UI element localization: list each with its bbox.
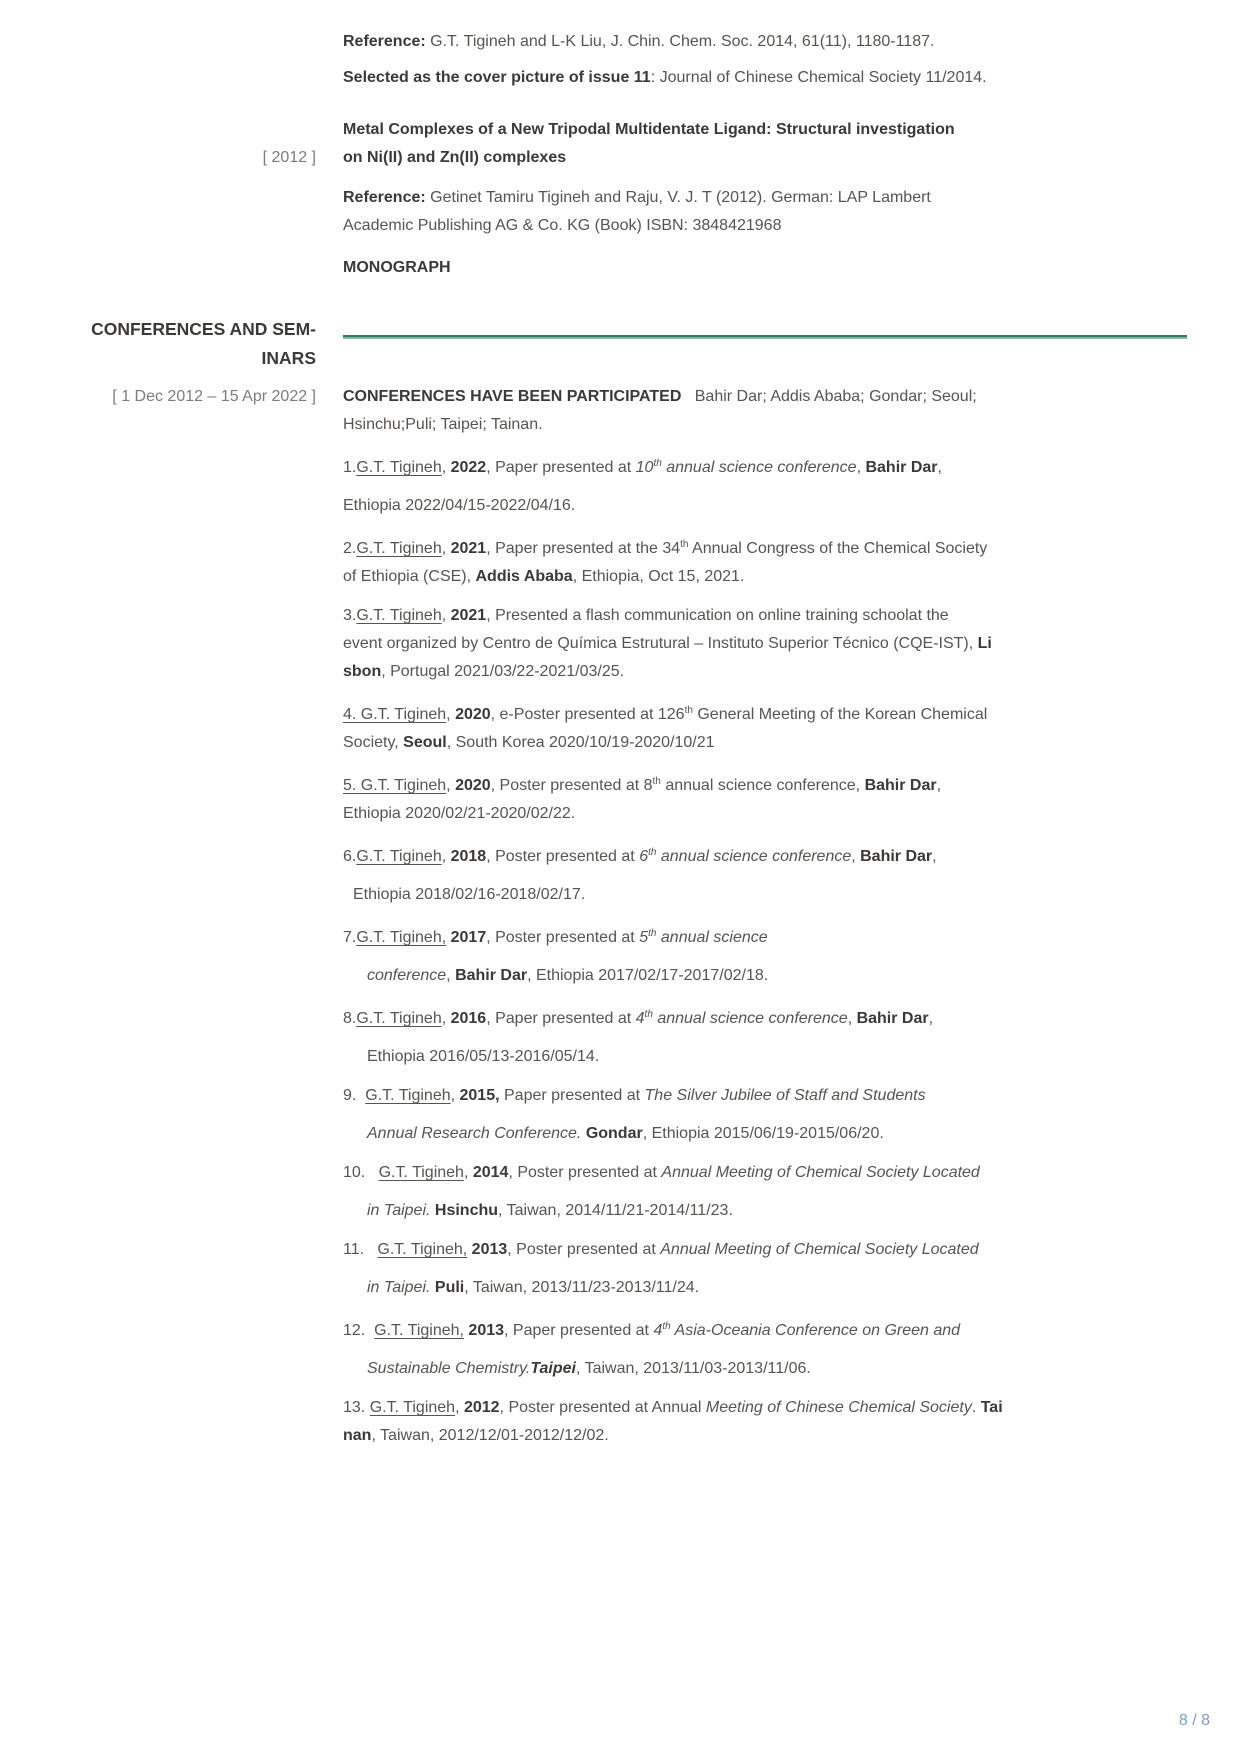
text-segment: , Ethiopia 2015/06/19-2015/06/20. — [642, 1125, 884, 1142]
conference-item — [343, 1236, 1187, 1302]
publication-row-body — [316, 116, 1240, 172]
conference-intro-line — [343, 383, 1187, 411]
conference-item-line — [343, 697, 1187, 729]
conference-item — [343, 1313, 1187, 1383]
text-segment: , Poster presented at — [486, 848, 640, 865]
conference-item-line — [343, 1236, 1187, 1264]
text-segment: 2014 — [472, 1164, 509, 1181]
text-segment: Bahir Dar — [865, 459, 938, 476]
text-segment: annual science conference, — [660, 777, 865, 794]
text-segment: 9. — [343, 1087, 366, 1104]
text-segment: on Ni(II) and Zn(II) complexes — [343, 149, 567, 166]
text-segment: 2022 — [450, 459, 487, 476]
conference-item-line — [343, 658, 1187, 686]
text-segment: 2017 — [450, 929, 487, 946]
text-segment: , Paper presented at — [486, 459, 636, 476]
text-segment: Hsinchu;Puli; Taipei; Tainan. — [343, 416, 543, 433]
text-segment: , Poster presented at — [507, 1241, 661, 1258]
publication-row-body — [316, 254, 1240, 282]
text-segment: Academic Publishing AG & Co. KG (Book) ISBN: 3848421968 — [343, 217, 782, 234]
text-segment: MONOGRAPH — [343, 259, 451, 276]
text-segment: in Taipei. — [367, 1202, 431, 1219]
text-segment: Paper presented at — [499, 1087, 645, 1104]
conference-item — [343, 450, 1187, 520]
text-segment: , — [455, 1399, 464, 1416]
text-segment: Society, — [343, 734, 404, 751]
text-segment: Metal Complexes of a New Tripodal Multidentate Ligand: Structural investigation — [343, 121, 955, 138]
text-segment: 5 — [639, 929, 649, 946]
text-segment: , South Korea 2020/10/19-2020/10/21 — [446, 734, 715, 751]
text-segment: Annual Research Conference. — [367, 1125, 582, 1142]
text-segment: annual science conference — [652, 1010, 848, 1027]
text-segment: CONFERENCES HAVE BEEN PARTICIPATED — [343, 388, 682, 405]
text-segment: G.T. Tigineh — [369, 1399, 456, 1416]
section-title — [0, 315, 316, 373]
text-segment: , — [851, 848, 861, 865]
conference-item-line — [343, 1313, 1187, 1345]
conference-item — [343, 531, 1187, 591]
text-segment: Bahir Dar — [860, 848, 933, 865]
text-segment: 3. — [343, 607, 357, 624]
text-segment: . — [971, 1399, 981, 1416]
text-segment: 1. — [343, 459, 357, 476]
text-segment: 5. G.T. Tigineh — [343, 777, 447, 794]
conference-item — [343, 602, 1187, 686]
conference-item — [343, 768, 1187, 828]
text-segment: , — [936, 777, 942, 794]
conference-item-line — [367, 1120, 1187, 1148]
text-segment: Meeting of Chinese Chemical Society — [705, 1399, 972, 1416]
conference-intro-block — [343, 383, 1187, 439]
text-segment: 12. — [343, 1322, 375, 1339]
publication-row — [0, 116, 1240, 172]
text-segment: : Journal of Chinese Chemical Society 11/2014. — [650, 69, 987, 86]
text-segment: Bahir Dar — [856, 1010, 929, 1027]
text-segment: Hsinchu — [434, 1202, 499, 1219]
text-segment: 8. — [343, 1010, 357, 1027]
text-segment: , Ethiopia, Oct 15, 2021. — [572, 568, 745, 585]
text-segment: 2018 — [450, 848, 487, 865]
text-segment: Reference: — [343, 189, 431, 206]
text-segment: , e-Poster presented at 126 — [490, 706, 685, 723]
text-segment: The Silver Jubilee of Staff and Students — [644, 1087, 926, 1104]
text-segment: , — [463, 1164, 473, 1181]
conference-intro-line — [343, 411, 1187, 439]
publication-line — [343, 64, 1187, 92]
publication-row-body — [316, 184, 1240, 240]
text-segment: , Taiwan, 2013/11/23-2013/11/24. — [464, 1279, 700, 1296]
text-segment: 4 — [653, 1322, 663, 1339]
text-segment: 2020 — [455, 706, 491, 723]
conference-item-line — [343, 1422, 1187, 1450]
text-segment: , — [441, 1010, 451, 1027]
text-segment: th — [662, 1321, 671, 1332]
text-segment: 2015, — [459, 1087, 500, 1104]
conferences-body — [316, 315, 1240, 1450]
text-segment: Puli — [434, 1279, 465, 1296]
conference-item — [343, 1159, 1187, 1225]
text-segment: G.T. Tigineh — [356, 607, 442, 624]
publication-line — [343, 184, 1187, 212]
text-segment: , Paper presented at — [486, 1010, 636, 1027]
text-segment: , — [446, 706, 456, 723]
text-segment: 10. — [343, 1164, 379, 1181]
text-segment: in Taipei. — [367, 1279, 431, 1296]
text-segment: Taipei — [530, 1360, 576, 1377]
publications-section — [0, 28, 1240, 282]
text-segment: , — [856, 459, 866, 476]
publication-line — [343, 254, 1187, 282]
text-segment: G.T. Tigineh, — [377, 1241, 468, 1258]
text-segment: th — [652, 776, 661, 787]
text-segment: 10 — [635, 459, 654, 476]
page-number: 8 / 8 — [1178, 1712, 1210, 1729]
conference-item-line — [367, 1355, 1187, 1383]
conference-item-line — [367, 1274, 1187, 1302]
text-segment: 7. — [343, 929, 357, 946]
text-segment: Seoul — [403, 734, 447, 751]
conference-item-line — [343, 1082, 1187, 1110]
text-segment: , Paper presented at — [504, 1322, 654, 1339]
text-segment: , Poster presented at 8 — [490, 777, 653, 794]
text-segment: G.T. Tigineh and L-K Liu, J. Chin. Chem. Soc. 2014, 61(11), 1180-1187. — [430, 33, 935, 50]
text-segment: , — [446, 967, 456, 984]
conferences-section — [0, 315, 1240, 1450]
conference-item-line — [343, 839, 1187, 871]
text-segment: th — [653, 458, 662, 469]
text-segment: Reference: — [343, 33, 431, 50]
text-segment: th — [648, 847, 657, 858]
text-segment: G.T. Tigineh, — [356, 929, 447, 946]
section-divider — [343, 335, 1187, 339]
text-segment: 6 — [639, 848, 649, 865]
conference-item-line — [343, 1394, 1187, 1422]
text-segment: G.T. Tigineh, — [374, 1322, 464, 1339]
text-segment: nan — [343, 1427, 372, 1444]
text-segment: 2020 — [455, 777, 491, 794]
text-segment: conference — [367, 967, 447, 984]
text-segment: G.T. Tigineh — [356, 459, 442, 476]
text-segment: , Taiwan, 2012/12/01-2012/12/02. — [371, 1427, 609, 1444]
text-segment: Ethiopia 2022/04/15-2022/04/16. — [343, 497, 576, 514]
entry-year-label: [ 2012 ] — [262, 149, 316, 166]
text-segment: , Taiwan, 2014/11/21-2014/11/23. — [498, 1202, 733, 1219]
text-segment: Annual Congress of the Chemical Society — [688, 540, 988, 557]
text-segment: , — [441, 607, 451, 624]
publication-line — [343, 144, 1187, 172]
text-segment: Sustainable Chemistry. — [367, 1360, 531, 1377]
text-segment: annual science conference — [661, 459, 857, 476]
conference-item — [343, 1001, 1187, 1071]
publication-line — [343, 116, 1187, 144]
conference-item-line — [343, 800, 1187, 828]
text-segment: Asia-Oceania Conference on Green and — [670, 1322, 961, 1339]
text-segment: sbon — [343, 663, 382, 680]
conference-item-line — [343, 768, 1187, 800]
text-segment: Bahir Dar — [864, 777, 937, 794]
text-segment: , — [446, 777, 456, 794]
conference-item — [343, 920, 1187, 990]
section-title-line-1: CONFERENCES AND SEM- — [91, 319, 316, 339]
text-segment: , Poster presented at Annual — [499, 1399, 706, 1416]
text-segment: Bahir Dar; Addis Ababa; Gondar; Seoul; — [681, 388, 977, 405]
text-segment: , — [441, 848, 451, 865]
text-segment: Ethiopia 2018/02/16-2018/02/17. — [353, 886, 586, 903]
publication-row-sidebar — [0, 116, 316, 172]
publication-row-body — [316, 28, 1240, 56]
text-segment: , — [928, 1010, 934, 1027]
text-segment: General Meeting of the Korean Chemical — [692, 706, 988, 723]
text-segment: Ethiopia 2020/02/21-2020/02/22. — [343, 805, 576, 822]
text-segment: G.T. Tigineh — [356, 848, 442, 865]
text-segment: G.T. Tigineh — [356, 1010, 442, 1027]
text-segment: event organized by Centro de Química Estrutural – Instituto Superior Técnico (CQE-IST), — [343, 635, 978, 652]
text-segment: , Taiwan, 2013/11/03-2013/11/06. — [575, 1360, 811, 1377]
text-segment: , — [932, 848, 937, 865]
text-segment: th — [644, 1009, 653, 1020]
text-segment: 2021 — [450, 607, 487, 624]
text-segment: , — [937, 459, 942, 476]
text-segment: Li — [977, 635, 992, 652]
text-segment: 4 — [635, 1010, 645, 1027]
section-title-line-2: INARS — [261, 348, 316, 368]
text-segment: 6. — [343, 848, 357, 865]
conference-item — [343, 839, 1187, 909]
text-segment: 2012 — [463, 1399, 500, 1416]
text-segment: annual science — [656, 929, 768, 946]
text-segment: th — [648, 928, 657, 939]
section-date-range: [ 1 Dec 2012 – 15 Apr 2022 ] — [112, 388, 316, 405]
text-segment: 2013 — [471, 1241, 508, 1258]
text-segment: Tai — [980, 1399, 1003, 1416]
text-segment: Gondar — [585, 1125, 643, 1142]
conference-item-line — [353, 881, 1187, 909]
conference-item — [343, 1394, 1187, 1450]
text-segment: th — [680, 539, 689, 550]
text-segment: 2016 — [450, 1010, 487, 1027]
publication-row — [0, 254, 1240, 282]
conference-item-line — [343, 602, 1187, 630]
conferences-sidebar — [0, 315, 316, 411]
publication-row — [0, 28, 1240, 56]
publication-row — [0, 184, 1240, 240]
conference-intro — [343, 383, 1187, 439]
conference-item-line — [367, 1043, 1187, 1071]
text-segment: 4. G.T. Tigineh — [343, 706, 447, 723]
conference-item-line — [343, 1001, 1187, 1033]
text-segment: Getinet Tamiru Tigineh and Raju, V. J. T (2012). German: LAP Lambert — [430, 189, 931, 206]
text-segment: , Ethiopia 2017/02/17-2017/02/18. — [527, 967, 769, 984]
conference-item — [343, 697, 1187, 757]
text-segment: , — [847, 1010, 857, 1027]
text-segment: 11. — [343, 1241, 378, 1258]
conference-item-line — [343, 1159, 1187, 1187]
text-segment: , Presented a flash communication on online training schoolat the — [486, 607, 949, 624]
text-segment: , — [450, 1087, 460, 1104]
conference-item-line — [367, 962, 1187, 990]
text-segment: , — [441, 459, 451, 476]
publication-row — [0, 64, 1240, 92]
text-segment: annual science conference — [656, 848, 852, 865]
text-segment: Addis Ababa — [475, 568, 573, 585]
text-segment: Bahir Dar — [455, 967, 528, 984]
conference-item-line — [343, 492, 1187, 520]
conference-item-line — [343, 729, 1187, 757]
conference-item-line — [343, 563, 1187, 591]
text-segment: 2021 — [450, 540, 487, 557]
text-segment: 13. — [343, 1399, 370, 1416]
text-segment: 2013 — [468, 1322, 505, 1339]
text-segment: G.T. Tigineh — [365, 1087, 451, 1104]
conference-item — [343, 1082, 1187, 1148]
text-segment: 2. — [343, 540, 357, 557]
text-segment: Annual Meeting of Chemical Society Located — [661, 1164, 980, 1181]
conference-list — [343, 450, 1187, 1450]
text-segment: G.T. Tigineh — [356, 540, 442, 557]
conference-item-line — [343, 920, 1187, 952]
publication-line — [343, 212, 1187, 240]
text-segment: G.T. Tigineh — [378, 1164, 464, 1181]
text-segment: , Portugal 2021/03/22-2021/03/25. — [381, 663, 625, 680]
text-segment: , Poster presented at — [508, 1164, 662, 1181]
text-segment: Selected as the cover picture of issue 11 — [343, 69, 651, 86]
publication-line — [343, 28, 1187, 56]
text-segment: , — [441, 540, 451, 557]
text-segment: , Paper presented at the 34 — [486, 540, 681, 557]
text-segment: of Ethiopia (CSE), — [343, 568, 476, 585]
conference-item-line — [367, 1197, 1187, 1225]
text-segment: th — [684, 705, 693, 716]
conference-item-line — [343, 630, 1187, 658]
conference-item-line — [343, 450, 1187, 482]
publication-row-body — [316, 64, 1240, 92]
conference-item-line — [343, 531, 1187, 563]
text-segment: Ethiopia 2016/05/13-2016/05/14. — [367, 1048, 600, 1065]
text-segment: , Poster presented at — [486, 929, 640, 946]
text-segment: Annual Meeting of Chemical Society Located — [660, 1241, 979, 1258]
